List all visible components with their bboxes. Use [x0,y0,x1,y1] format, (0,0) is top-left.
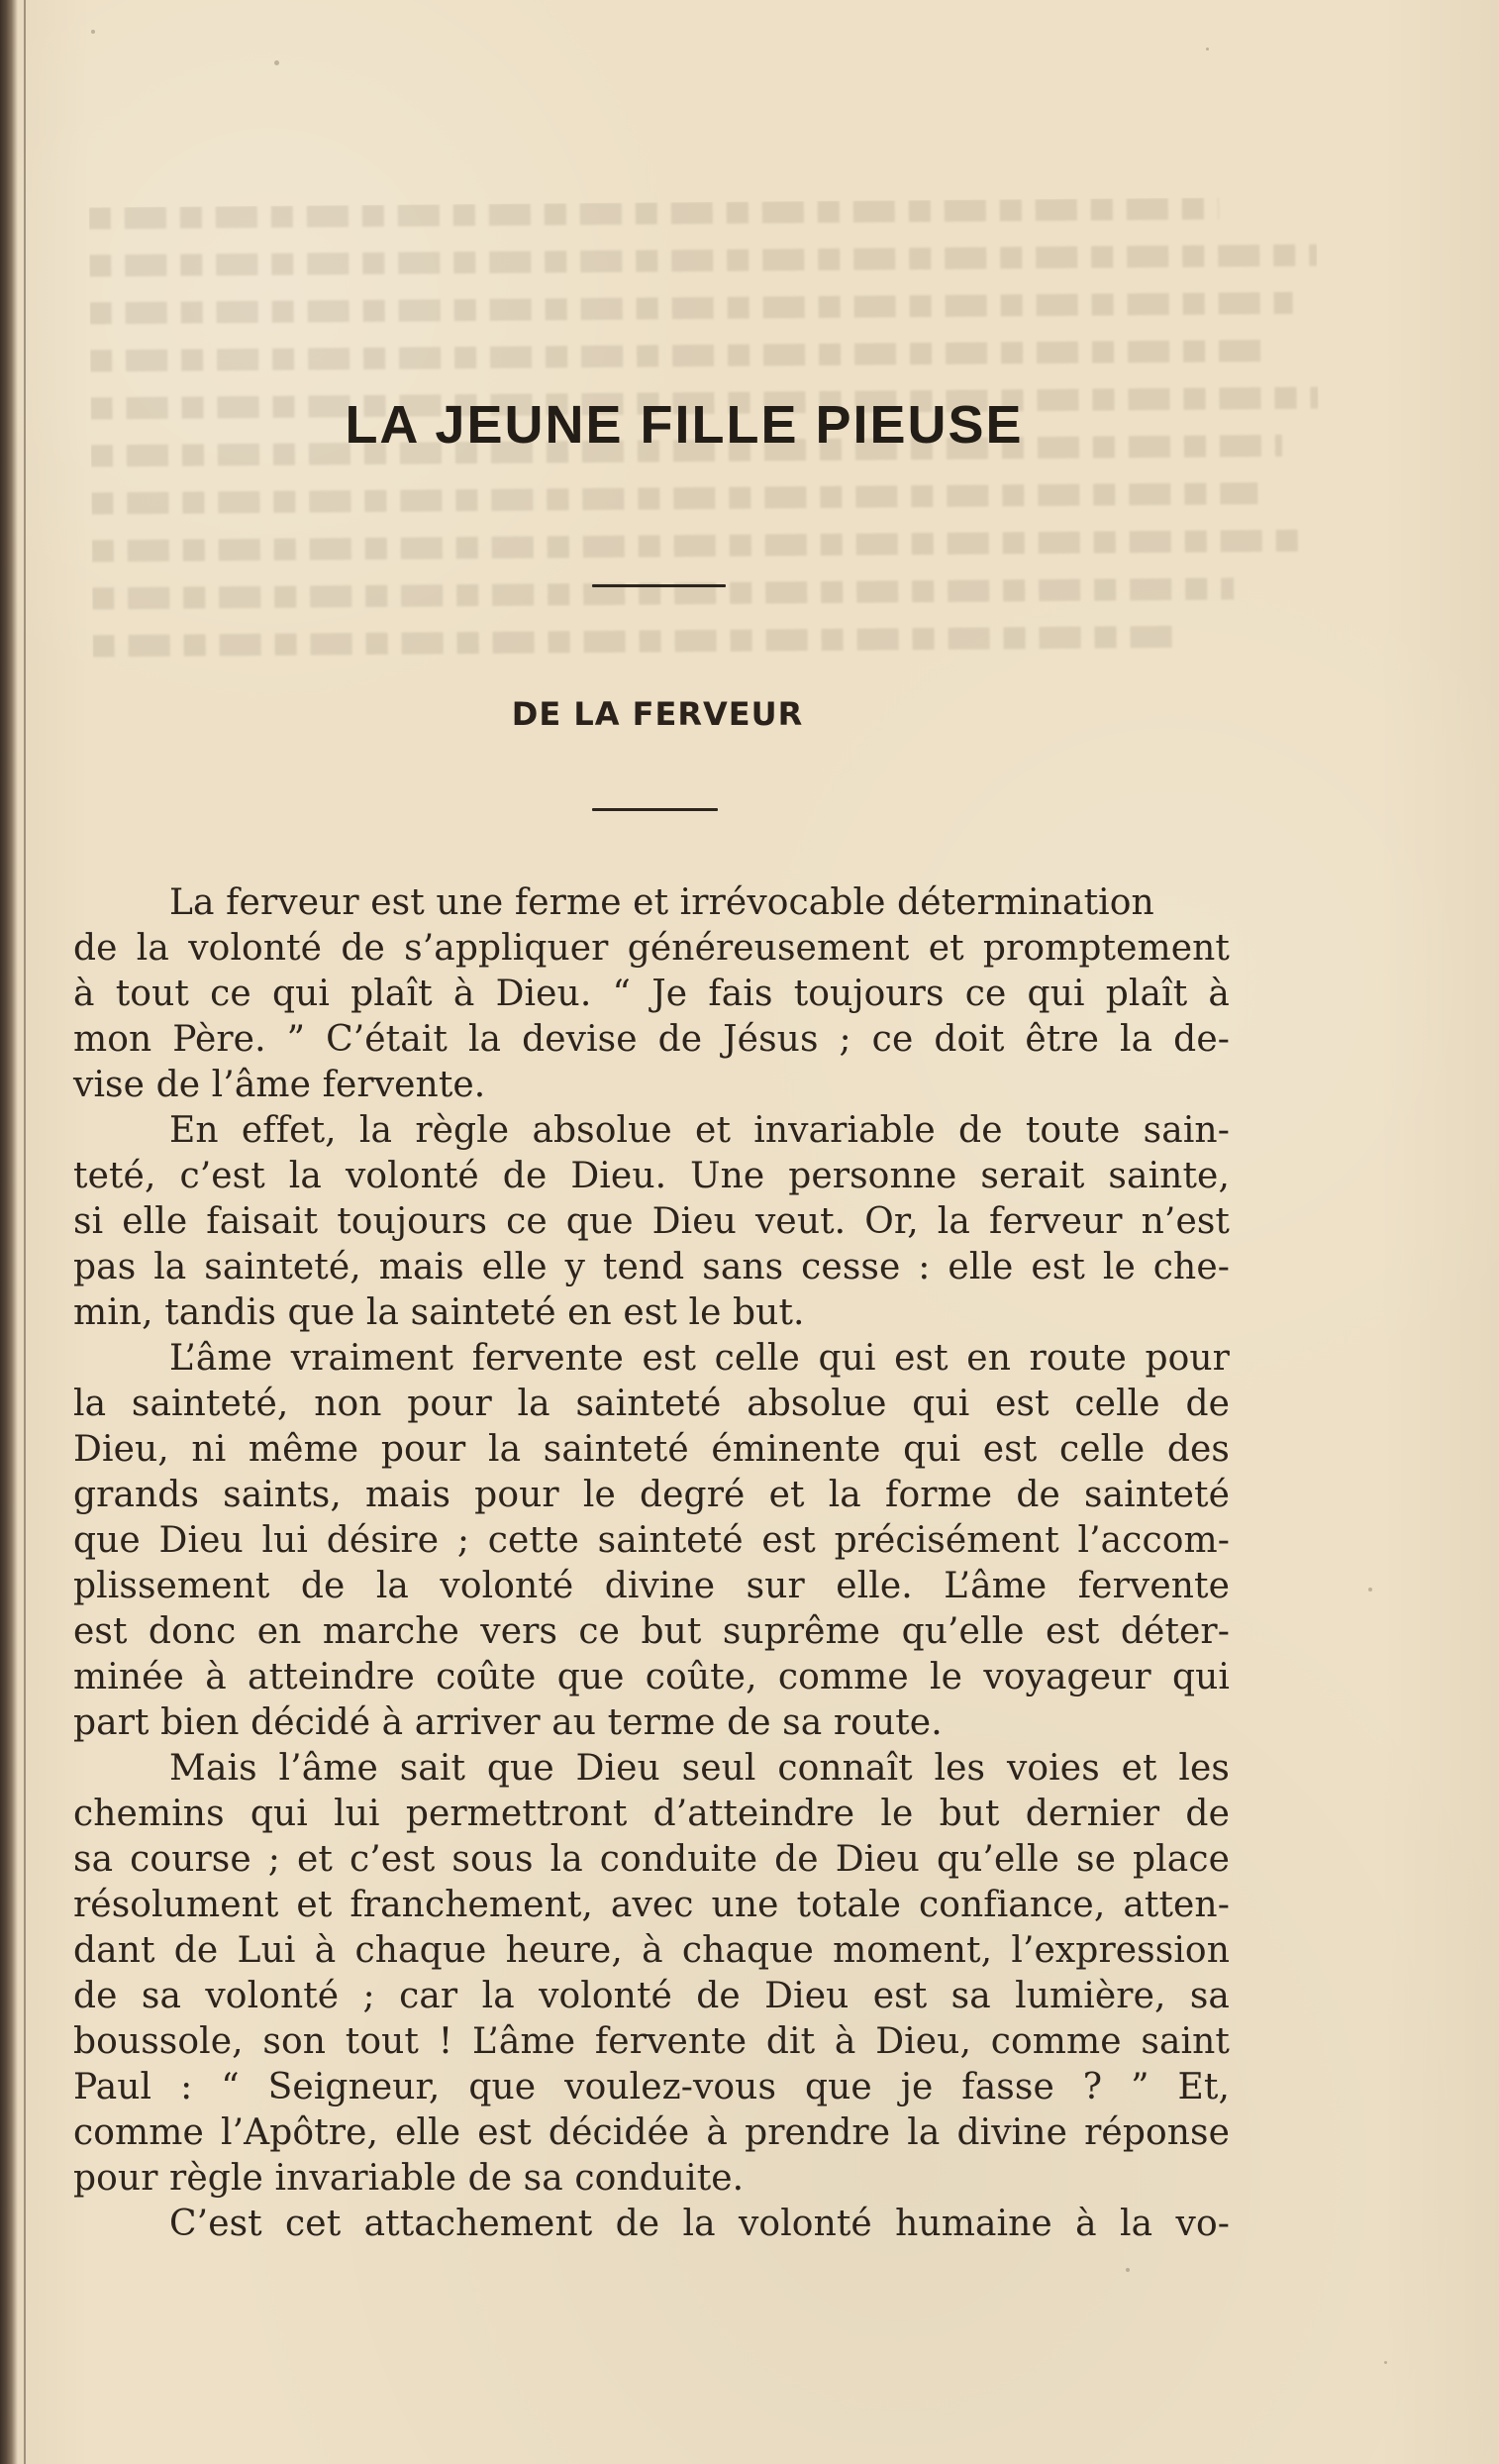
bleed-line [89,197,1219,229]
page-binding-line [24,0,26,2464]
paragraph-line: pour règle invariable de sa conduite. [73,2158,745,2199]
paper-speck [1126,2268,1130,2272]
bleed-through-text [89,197,1321,723]
paragraph-line: de la volonté de s’appliquer généreusement et promptement [73,928,1230,969]
paragraph-line: comme l’Apôtre, elle est décidée à prendre la divine réponse [73,2112,1230,2153]
paragraph-line: vise de l’âme fervente. [73,1065,486,1105]
paper-speck [1384,2361,1387,2364]
section-title: DE LA FERVEUR [511,695,804,733]
paragraph-line: part bien décidé à arriver au terme de sa route. [73,1702,943,1743]
bleed-line [92,530,1308,563]
paragraph-line: sa course ; et c’est sous la conduite de Dieu qu’elle se place [73,1839,1230,1880]
paragraph-line: La ferveur est une ferme et irrévocable détermination [169,882,1154,923]
paper-speck [274,60,279,65]
paragraph-line: C’est cet attachement de la volonté humaine à la vo- [169,2204,1230,2244]
paragraph-line: Mais l’âme sait que Dieu seul connaît les voies et les [169,1748,1230,1789]
paragraph-line: minée à atteindre coûte que coûte, comme le voyageur qui [73,1657,1230,1697]
paragraph-line: grands saints, mais pour le degré et la forme de sainteté [73,1475,1230,1515]
paragraph-line: de sa volonté ; car la volonté de Dieu est sa lumière, sa [73,1976,1230,2016]
paragraph-line: que Dieu lui désire ; cette sainteté est précisément l’accom- [73,1520,1230,1561]
paragraph-line: est donc en marche vers ce but suprême qu’elle est déter- [73,1611,1230,1652]
paper-speck [1206,48,1209,51]
paragraph-line: min, tandis que la sainteté en est le but. [73,1292,805,1333]
book-binding-edge [0,0,18,2464]
paragraph-line: boussole, son tout ! L’âme fervente dit à Dieu, comme saint [73,2021,1230,2062]
paragraph-line: pas la sainteté, mais elle y tend sans cesse : elle est le che- [73,1247,1230,1287]
paragraph-line: mon Père. ” C’était la devise de Jésus ; ce doit être la de- [73,1019,1230,1060]
paper-speck [1368,1588,1372,1591]
paragraph-line: plissement de la volonté divine sur elle. L’âme fervente [73,1566,1230,1606]
paragraph-line: L’âme vraiment fervente est celle qui est en route pour [169,1338,1230,1379]
paper-speck [91,30,95,34]
paragraph-line: dant de Lui à chaque heure, à chaque moment, l’expression [73,1930,1230,1971]
paragraph-line: si elle faisait toujours ce que Dieu veut. Or, la ferveur n’est [73,1201,1230,1242]
bleed-line [90,340,1269,371]
page-title: LA JEUNE FILLE PIEUSE [345,395,1024,455]
bleed-line [90,292,1293,325]
bleed-line [89,245,1317,277]
paragraph-line: teté, c’est la volonté de Dieu. Une personne serait sainte, [73,1156,1230,1196]
paragraph-line: En effet, la règle absolue et invariable de toute sain- [169,1110,1230,1151]
paragraph-line: résolument et franchement, avec une totale confiance, atten- [73,1885,1230,1925]
paragraph-line: Dieu, ni même pour la sainteté éminente qui est celle des [73,1429,1230,1470]
bleed-line [91,482,1257,514]
section-rule [592,808,718,811]
paragraph-line: à tout ce qui plaît à Dieu. “ Je fais toujours ce qui plaît à [73,974,1230,1014]
paragraph-line: chemins qui lui permettront d’atteindre le but dernier de [73,1794,1230,1834]
bleed-line [93,626,1173,658]
bleed-line [92,577,1234,609]
title-rule [592,584,726,587]
paragraph-line: la sainteté, non pour la sainteté absolue qui est celle de [73,1384,1230,1424]
paragraph-line: Paul : “ Seigneur, que voulez-vous que je fasse ? ” Et, [73,2067,1230,2107]
